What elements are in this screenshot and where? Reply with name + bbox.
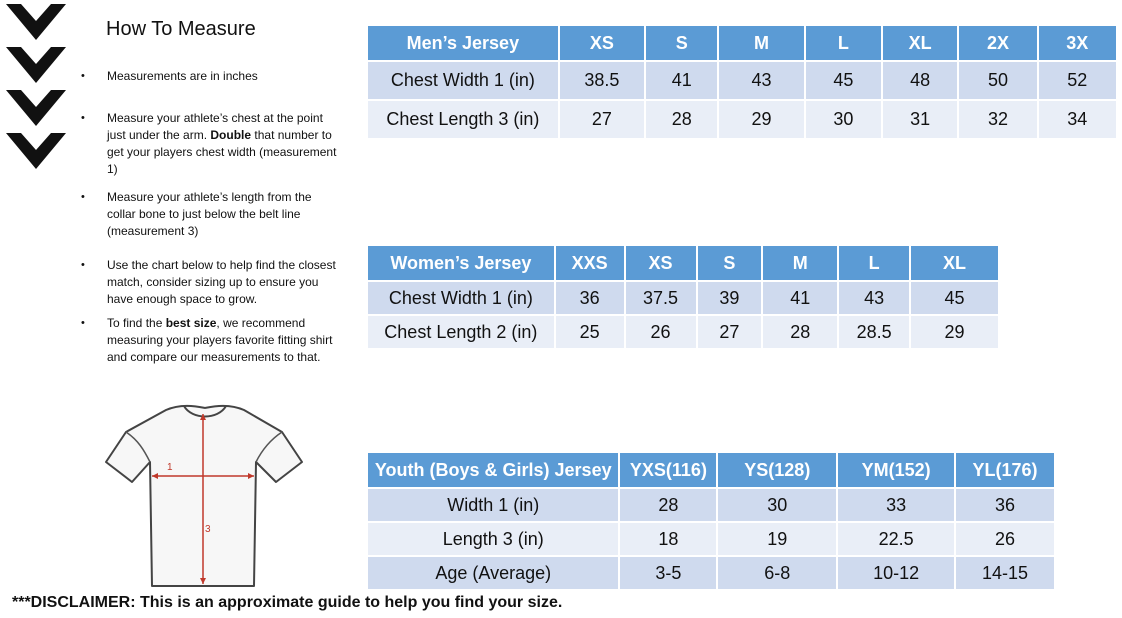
disclaimer: ***DISCLAIMER: This is an approximate guide to help you find your size. [12,594,563,611]
table-cell: 39 [697,281,763,315]
chevron-down-icon [6,133,66,177]
row-label: Chest Length 3 (in) [368,100,559,138]
row-label: Length 3 (in) [368,522,619,556]
header-cell: 2X [958,26,1037,61]
header-cell: S [645,26,718,61]
table-row [368,522,1055,556]
table-cell: 18 [619,522,717,556]
table-cell: 45 [910,281,999,315]
header-cell: Youth (Boys & Girls) Jersey [368,453,619,488]
instruction-text: Measure your athlete’s length from the collar bone to just below the belt line (measurement 3) [107,190,312,238]
chevron-down-icon [6,47,66,91]
table-cell: 3-5 [619,556,717,589]
table-cell: 48 [882,61,958,100]
instruction-bold: best size [165,316,217,330]
table-cell: 29 [910,315,999,348]
header-cell: 3X [1038,26,1117,61]
instruction-text: Measurements are in inches [107,69,258,83]
row-label: Age (Average) [368,556,619,589]
table-row [368,281,999,315]
instruction-item [78,315,338,366]
instruction-text: To find the [107,316,166,330]
instruction-item [78,68,338,85]
table-header-row [368,26,1117,61]
row-label: Width 1 (in) [368,488,619,522]
instruction-text: , we recommend measuring your players favorite fitting shirt and compare our measurements to that. [107,316,333,364]
header-cell: M [762,246,838,281]
table-cell: 26 [955,522,1055,556]
table-cell: 50 [958,61,1037,100]
table-cell: 25 [555,315,625,348]
tshirt-diagram-icon [104,400,306,592]
table-cell: 31 [882,100,958,138]
header-cell: L [838,246,910,281]
instruction-bold: Double [210,128,252,142]
header-cell: XL [882,26,958,61]
table-cell: 36 [555,281,625,315]
header-cell: YS(128) [717,453,837,488]
header-cell: XXS [555,246,625,281]
chevron-stack [6,4,66,176]
table-cell: 41 [762,281,838,315]
table-cell: 22.5 [837,522,955,556]
table-cell: 34 [1038,100,1117,138]
header-cell: YL(176) [955,453,1055,488]
table-cell: 19 [717,522,837,556]
header-cell: Men’s Jersey [368,26,559,61]
table-cell: 38.5 [559,61,645,100]
table-cell: 37.5 [625,281,697,315]
table-cell: 6-8 [717,556,837,589]
table-cell: 29 [718,100,804,138]
table-cell: 14-15 [955,556,1055,589]
length-label: 3 [205,524,211,535]
table-cell: 41 [645,61,718,100]
table-cell: 30 [805,100,882,138]
table-cell: 52 [1038,61,1117,100]
table-cell: 26 [625,315,697,348]
instruction-item [78,110,338,178]
table-row [368,315,999,348]
table-cell: 28 [619,488,717,522]
womens-size-table [368,246,1000,348]
row-label: Chest Width 1 (in) [368,61,559,100]
header-cell: YM(152) [837,453,955,488]
header-cell: Women’s Jersey [368,246,555,281]
table-cell: 28 [762,315,838,348]
table-header-row [368,246,999,281]
instructions-list [78,68,338,366]
instruction-item [78,257,338,308]
table-cell: 43 [838,281,910,315]
table-cell: 28 [645,100,718,138]
header-cell: YXS(116) [619,453,717,488]
table-cell: 33 [837,488,955,522]
chevron-down-icon [6,4,66,48]
table-cell: 32 [958,100,1037,138]
instruction-item [78,189,338,240]
table-cell: 43 [718,61,804,100]
instruction-text: Measure your athlete’s chest at the point just under the arm. [107,111,323,142]
table-cell: 28.5 [838,315,910,348]
header-cell: XL [910,246,999,281]
youth-size-table [368,453,1056,589]
table-row [368,488,1055,522]
header-cell: M [718,26,804,61]
chevron-down-icon [6,90,66,134]
header-cell: L [805,26,882,61]
page-title: How To Measure [106,18,256,40]
header-cell: XS [625,246,697,281]
row-label: Chest Width 1 (in) [368,281,555,315]
mens-size-table [368,26,1118,138]
table-cell: 36 [955,488,1055,522]
table-row [368,100,1117,138]
header-cell: S [697,246,763,281]
table-cell: 27 [559,100,645,138]
instruction-text: Use the chart below to help find the closest match, consider sizing up to ensure you have enough space to grow. [107,258,336,306]
table-row [368,61,1117,100]
row-label: Chest Length 2 (in) [368,315,555,348]
header-cell: XS [559,26,645,61]
table-cell: 27 [697,315,763,348]
table-cell: 30 [717,488,837,522]
table-cell: 10-12 [837,556,955,589]
table-cell: 45 [805,61,882,100]
instruction-text: that number to get your players chest width (measurement 1) [107,128,337,176]
table-header-row [368,453,1055,488]
table-row [368,556,1055,589]
width-label: 1 [167,462,173,473]
